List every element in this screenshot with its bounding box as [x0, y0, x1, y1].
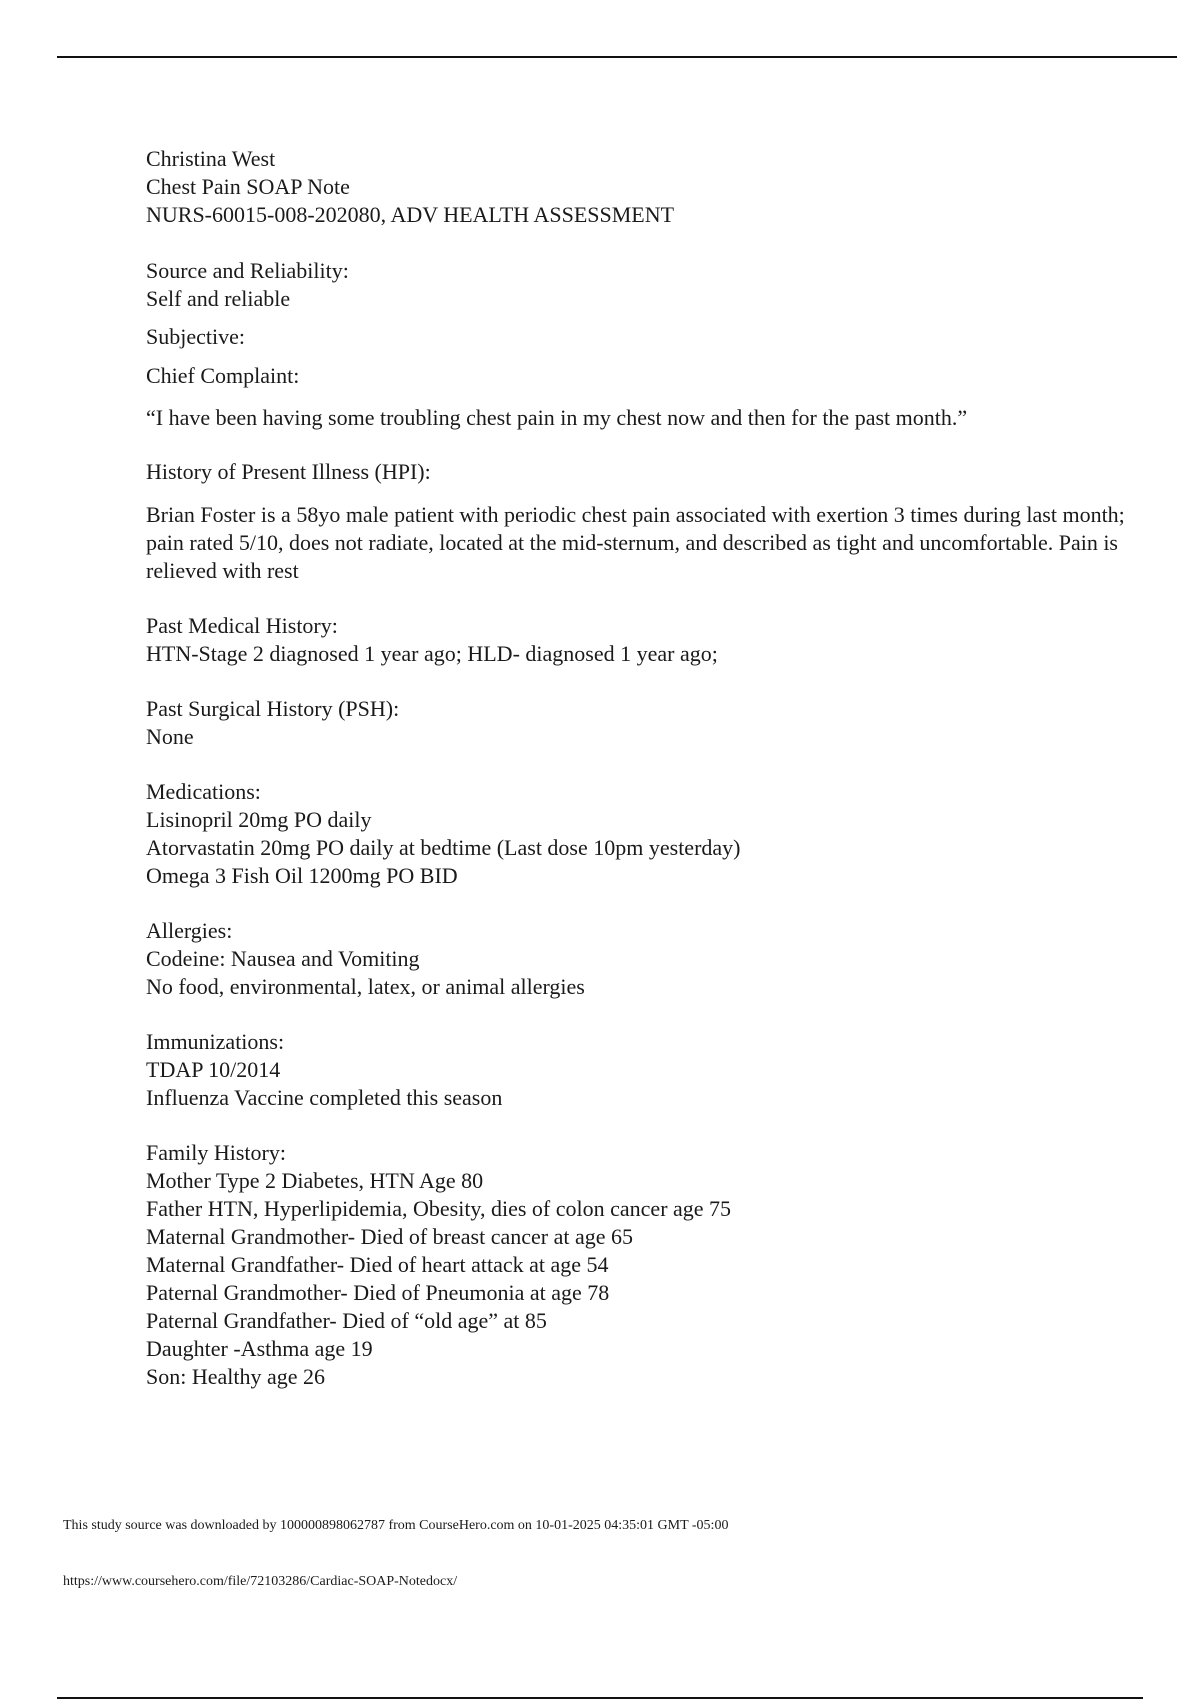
list-item: Mother Type 2 Diabetes, HTN Age 80	[146, 1168, 484, 1193]
list-item: Paternal Grandfather- Died of “old age” at 85	[146, 1308, 547, 1333]
list-item: No food, environmental, latex, or animal allergies	[146, 974, 585, 999]
hpi-heading: History of Present Illness (HPI):	[146, 459, 431, 484]
section-heading: Family History:	[146, 1140, 286, 1165]
list-item: Father HTN, Hyperlipidemia, Obesity, dies of colon cancer age 75	[146, 1196, 732, 1221]
author-name: Christina West	[146, 146, 276, 171]
allergies-section	[146, 917, 1126, 1001]
immunizations-section	[146, 1028, 1126, 1112]
top-divider	[57, 56, 1177, 58]
source-url: https://www.coursehero.com/file/72103286/Cardiac-SOAP-Notedocx/	[63, 1574, 458, 1589]
section-heading: Past Medical History:	[146, 613, 338, 638]
pmh-value: HTN-Stage 2 diagnosed 1 year ago; HLD- diagnosed 1 year ago;	[146, 641, 718, 666]
chief-complaint-heading: Chief Complaint:	[146, 363, 300, 388]
source-reliability-value: Self and reliable	[146, 286, 291, 311]
section-heading: Source and Reliability:	[146, 258, 349, 283]
subjective-heading: Subjective:	[146, 324, 245, 349]
family-history-section	[146, 1139, 1126, 1391]
psh-value: None	[146, 724, 194, 749]
list-item: Codeine: Nausea and Vomiting	[146, 946, 420, 971]
list-item: Lisinopril 20mg PO daily	[146, 807, 372, 832]
soap-note-body	[146, 145, 1126, 1391]
section-heading: Medications:	[146, 779, 261, 804]
list-item: Maternal Grandfather- Died of heart attack at age 54	[146, 1252, 609, 1277]
section-heading: Past Surgical History (PSH):	[146, 696, 400, 721]
bottom-divider	[57, 1697, 1143, 1699]
download-notice: This study source was downloaded by 100000898062787 from CourseHero.com on 10-01-2025 04:35:01 GMT -05:00	[63, 1518, 729, 1533]
section-heading: Immunizations:	[146, 1029, 285, 1054]
past-medical-history-section	[146, 612, 1126, 668]
document-header	[146, 145, 1126, 229]
course-name: NURS-60015-008-202080, ADV HEALTH ASSESSMENT	[146, 202, 675, 227]
list-item: TDAP 10/2014	[146, 1057, 281, 1082]
list-item: Paternal Grandmother- Died of Pneumonia at age 78	[146, 1280, 610, 1305]
hpi-text: Brian Foster is a 58yo male patient with periodic chest pain associated with exertion 3 times during last month; pain rated 5/10, does not radiate, located at the mid-sternum, and described as tight and uncomfortable. Pain is relieved with rest	[146, 502, 1125, 583]
list-item: Atorvastatin 20mg PO daily at bedtime (Last dose 10pm yesterday)	[146, 835, 741, 860]
section-heading: Allergies:	[146, 918, 233, 943]
chief-complaint-quote: “I have been having some troubling chest pain in my chest now and then for the past month.”	[146, 405, 968, 430]
source-reliability-section	[146, 257, 1126, 313]
list-item: Daughter -Asthma age 19	[146, 1336, 373, 1361]
list-item: Omega 3 Fish Oil 1200mg PO BID	[146, 863, 458, 888]
list-item: Influenza Vaccine completed this season	[146, 1085, 503, 1110]
document-title: Chest Pain SOAP Note	[146, 174, 350, 199]
past-surgical-history-section	[146, 695, 1126, 751]
list-item: Son: Healthy age 26	[146, 1364, 326, 1389]
medications-section	[146, 778, 1126, 890]
list-item: Maternal Grandmother- Died of breast cancer at age 65	[146, 1224, 633, 1249]
